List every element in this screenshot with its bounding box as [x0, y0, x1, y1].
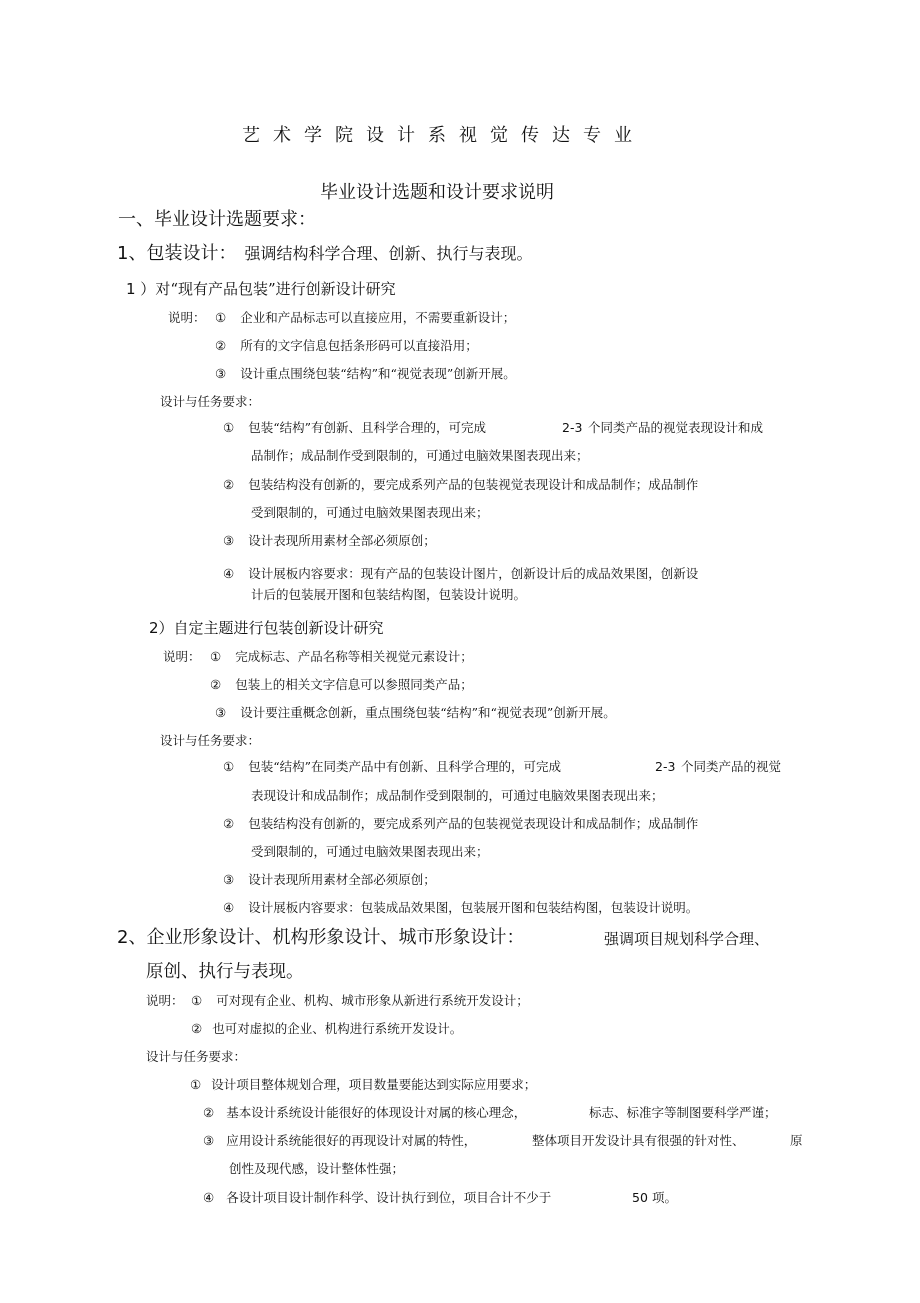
count-value: 2-3 [655, 759, 676, 774]
subsection-2-heading [149, 620, 384, 636]
list-item-continuation: 项。 [652, 1190, 678, 1205]
list-item-continuation: 表现设计和成品制作；成品制作受到限制的，可通过电脑效果图表现出来； [251, 788, 664, 803]
packaging-emphasis: 强调结构科学合理、创新、执行与表现。 [244, 244, 533, 263]
list-item: ① 企业和产品标志可以直接应用，不需要重新设计； [215, 310, 516, 325]
list-item: ② 基本设计系统设计能很好的体现设计对属的核心理念， [203, 1105, 527, 1120]
list-item: ① 完成标志、产品名称等相关视觉元素设计； [210, 649, 473, 664]
identity-number: 2、 [117, 927, 147, 948]
list-item: ① 可对现有企业、机构、城市形象从新进行系统开发设计； [191, 993, 529, 1008]
list-item: ④ 设计展板内容要求：包装成品效果图，包装展开图和包装结构图，包装设计说明。 [223, 900, 699, 915]
list-item: ③ 设计表现所用素材全部必须原创； [223, 872, 436, 887]
packaging-heading [117, 245, 532, 263]
list-item: ③ 设计重点围绕包装“结构”和“视觉表现”创新开展。 [215, 366, 516, 381]
list-item-continuation: 受到限制的，可通过电脑效果图表现出来； [251, 844, 489, 859]
subsection-1-number: 1 ） [126, 280, 156, 298]
packaging-number: 1、 [117, 243, 147, 264]
subsection-2-number: 2） [149, 619, 174, 637]
list-item-continuation: 计后的包装展开图和包装结构图，包装设计说明。 [251, 587, 527, 602]
subsection-1-title: 对“现有产品包装”进行创新设计研究 [155, 280, 396, 298]
subsection-1-heading [126, 281, 396, 297]
list-item: ④ 设计展板内容要求：现有产品的包装设计图片，创新设计后的成品效果图，创新设 [223, 566, 699, 581]
list-item-continuation: 个同类产品的视觉 [681, 759, 782, 774]
list-item: ① 包装“结构”在同类产品中有创新、且科学合理的，可完成 [223, 759, 562, 774]
subsection-2-title: 自定主题进行包装创新设计研究 [173, 619, 384, 637]
packaging-title: 包装设计： [146, 243, 237, 264]
list-item-continuation: 受到限制的，可通过电脑效果图表现出来； [251, 505, 489, 520]
list-item: ② 也可对虚拟的企业、机构进行系统开发设计。 [191, 1021, 463, 1036]
list-item: ② 所有的文字信息包括条形码可以直接沿用； [215, 338, 478, 353]
list-item: ③ 应用设计系统能很好的再现设计对属的特性， [203, 1133, 477, 1148]
list-item: ① 包装“结构”有创新、且科学合理的，可完成 [223, 420, 487, 435]
identity-title: 企业形象设计、机构形象设计、城市形象设计： [146, 927, 525, 948]
task-label: 设计与任务要求： [160, 394, 261, 409]
note-label: 说明： [146, 993, 184, 1008]
section-heading: 一、毕业设计选题要求： [118, 209, 316, 230]
list-item: ② 包装结构没有创新的，要完成系列产品的包装视觉表现设计和成品制作；成品制作 [223, 816, 699, 831]
note-label: 说明： [163, 649, 201, 664]
identity-emphasis: 强调项目规划科学合理、 [604, 930, 770, 948]
note-label: 说明： [168, 310, 206, 325]
list-item: ④ 各设计项目设计制作科学、设计执行到位，项目合计不少于 [203, 1190, 552, 1205]
task-label: 设计与任务要求： [160, 733, 261, 748]
list-item-continuation: 创性及现代感，设计整体性强； [229, 1161, 405, 1176]
task-label: 设计与任务要求： [146, 1049, 247, 1064]
list-item: ② 包装上的相关文字信息可以参照同类产品； [210, 677, 473, 692]
list-item-continuation: 整体项目开发设计具有很强的针对性、 [532, 1133, 745, 1148]
identity-emphasis-continuation: 原创、执行与表现。 [146, 962, 304, 982]
count-value: 2-3 [562, 420, 583, 435]
list-item-continuation: 标志、标准字等制图要科学严谨； [589, 1105, 777, 1120]
department-title: 艺术学院设计系视觉传达专业 [242, 125, 645, 146]
count-value: 50 [632, 1190, 648, 1205]
list-item: ① 设计项目整体规划合理，项目数量要能达到实际应用要求； [190, 1077, 537, 1092]
list-item-continuation: 个同类产品的视觉表现设计和成 [588, 420, 764, 435]
list-item-continuation: 原 [790, 1133, 803, 1148]
list-item: ③ 设计表现所用素材全部必须原创； [223, 533, 436, 548]
document-title: 毕业设计选题和设计要求说明 [320, 182, 554, 203]
list-item-continuation: 品制作；成品制作受到限制的，可通过电脑效果图表现出来； [251, 448, 589, 463]
list-item: ② 包装结构没有创新的，要完成系列产品的包装视觉表现设计和成品制作；成品制作 [223, 477, 699, 492]
list-item: ③ 设计要注重概念创新，重点围绕包装“结构”和“视觉表现”创新开展。 [215, 705, 616, 720]
identity-heading [117, 929, 524, 947]
